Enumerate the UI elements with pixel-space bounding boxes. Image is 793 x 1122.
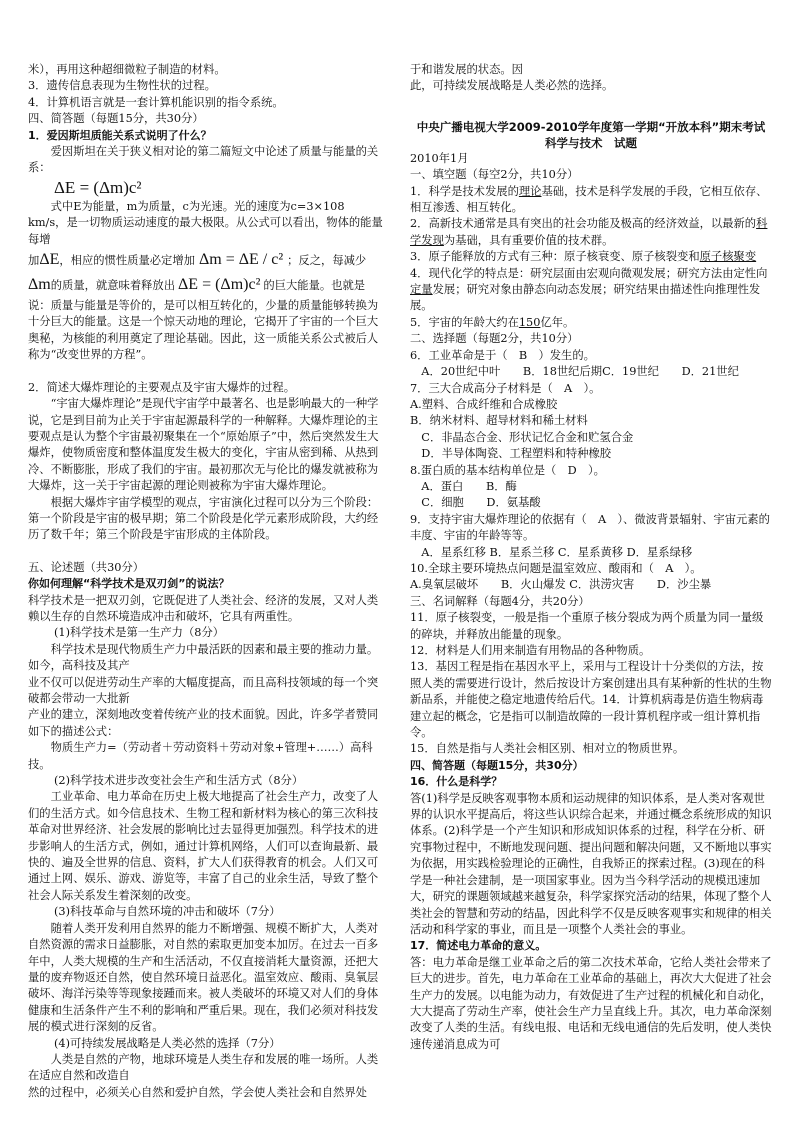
paragraph: 式中E为能量，m为质量，c为光速。光的速度为c=3×108 km/s，是一切物质运动速度的最大极限。从公式可以看出，物体的能量每增: [28, 199, 383, 246]
choice-option: B．纳米材料、超导材料和稀土材料: [410, 414, 588, 428]
paragraph: 然的过程中，必须关心自然和爱护自然，学会使人类社会和自然界处: [28, 1085, 367, 1099]
choice-question: 6．工业革命是于（ B ）发生的。: [410, 348, 595, 362]
paragraph: 物质生产力=（劳动者＋劳动资料＋劳动对象+管理+……）高科技。: [28, 741, 373, 771]
section-heading: 四、简答题（每题15分，共30分）: [28, 112, 204, 126]
answer-paragraph: 答：电力革命是继工业革命之后的第二次技术革命，它给人类社会带来了巨大的进步。首先，电力革命在工业革命的基础上，再次大大促进了社会生产力的发展。以电能为动力，有效促进了生产过程的机械化和自动化，大大提高了劳动生产率，使社会生产力呈直线上升。其次，电力革命深刻改变了人类的生活。有线电报、电话和无线电通信的先后发明，使人类快速传递消息成为可: [410, 955, 772, 1051]
choice-question: 10.全球主要环境热点问题是温室效应、酸雨和（ A ）。: [410, 561, 702, 575]
paragraph: 随着人类开发利用自然界的能力不断增强、规模不断扩大，人类对自然资源的需求日益膨胀，对自然的索取更加变本加厉。在过去一百多年中，人类大规模的生产和生活活动，不仅直接消耗大量资源，还把大量的废弃物返还自然，使自然环境日益恶化。温室效应、酸雨、臭氧层破坏、海洋污染等等现象接踵而来。被人类破坏的环境又对人们的身体健康和生活条件产生不利的影响和严重后果。现在，我们必须对科技发展的模式进行深刻的反省。: [28, 921, 379, 1034]
question-heading: 2．简述大爆炸理论的主要观点及宇宙大爆炸的过程。: [28, 380, 296, 394]
definition: 15．自然是指与人类社会相区别、相对立的物质世界。: [410, 742, 685, 756]
choice-options: A.臭氧层破坏 B．火山爆发 C．洪涝灾害 D．沙尘暴: [410, 578, 712, 592]
sub-heading: (2)科学技术进步改变社会生产和生活方式（8分）: [54, 774, 304, 788]
choice-options: A．星系红移 B．星系兰移 C．星系黄移 D．星系绿移: [410, 545, 693, 559]
text-line: 于和谐发展的状态。因: [410, 63, 523, 76]
choice-option: A．蛋白 B．酶: [410, 479, 517, 493]
section-heading: 三、名词解释（每题4分，共20分）: [410, 594, 590, 608]
choice-question: 7．三大合成高分子材料是（ A ）。: [410, 381, 601, 395]
formula-inline: ΔE: [39, 251, 60, 269]
formula-inline: Δm = ΔE / c²: [198, 251, 284, 269]
question-heading: 17．简述电力革命的意义。: [410, 939, 547, 953]
paragraph: 业不仅可以促进劳动生产率的大幅度提高，而且高科技领域的每一个突破都会带动一大批新: [28, 675, 379, 705]
answer-blank: 150: [518, 315, 541, 329]
question-heading: 你如何理解“科学技术是双刃剑”的说法？: [28, 577, 230, 591]
paragraph: 人类是自然的产物，地球环境是人类生存和发展的唯一场所。人类在适应自然和改造自: [28, 1052, 379, 1083]
answer-paragraph: 答(1)科学是反映客观事物本质和运动规律的知识体系，是人类对客观世界的认识水平提高后，将这些认识综合起来，并通过概念系统形成的知识体系。(2)科学是一个产生知识和形成知识体系的过程，科学在分析、研究事物过程中，不断地发现问题、提出问题和解决问题，又不断地以事实为依据，用实践检验理论的正确性，自我矫正的探索过程。(3)现在的科学是一种社会建制，是一项国家事业。因为当今科学活动的规模迅速加大，研究的课题领域越来越复杂，科学家探究活动的结果，体现了整个人类社会的智慧和劳动的结晶，因此科学不仅是反映客观事实和规律的相关活动和科学家的事业，而且是一项整个人类社会的事业。: [410, 791, 772, 936]
fill-question: 3．原子能释放的方式有三种：原子核衰变、原子核裂变和原子核聚变: [410, 250, 757, 264]
formula: ΔE = (Δm)c²: [54, 177, 142, 197]
choice-option: C．细胞 D．氨基酸: [410, 496, 541, 510]
fill-question: 2．高新技术通常是具有突出的社会功能及极高的经济效益，以最新的科学发现为基础，具有重要价值的技术群。: [410, 217, 768, 247]
right-column: [410, 62, 772, 1053]
paragraph: 说：质量与能量是等价的，是可以相互转化的，少量的质量能够转换为十分巨大的能量。这是一个惊天动地的理论，它揭开了宇宙的一个巨大奥秘，为核能的利用奠定了理论基础。因此，这一质能关系公式被后人称为“改变世界的方程”。: [28, 299, 379, 362]
choice-options: A．20世纪中叶 B．18世纪后期C．19世纪 D．21世纪: [410, 365, 739, 379]
text-line: 此，可持续发展战略是人类必然的选择。: [410, 79, 614, 93]
formula-inline: Δm: [28, 276, 51, 294]
paragraph: 根据大爆炸宇宙学模型的观点，宇宙演化过程可以分为三个阶段：第一个阶段是宇宙的极早期；第二个阶段是化学元素形成阶段，大约经历了数千年；第三个阶段是宇宙形成的主体阶段。: [28, 495, 379, 542]
paragraph: 加ΔE，相应的惯性质量必定增加 Δm = ΔE / c² ；反之，每减少: [28, 251, 367, 269]
choice-option: C．非晶态合金、形状记忆合金和贮氢合金: [410, 430, 634, 444]
sub-heading: (1)科学技术是第一生产力（8分）: [54, 626, 225, 640]
exam-date: 2010年1月: [410, 151, 469, 165]
answer-blank: 科学发现: [410, 217, 768, 247]
paragraph: 工业革命、电力革命在历史上极大地提高了社会生产力，改变了人们的生活方式。如今信息技术、生物工程和新材料为核心的第三次科技革命对世界经济、社会发展的影响比过去显得更加强烈。科学技术的进步影响人的生活方式，例如，通过计算机网络，人们可以查询最新、最快的、遍及全世界的信息、资料，扩大人们获得教育的机会。人们又可通过上网、娱乐、游戏、游览等，丰富了自己的业余生活，导致了整个社会人际关系发生着深刻的改变。: [28, 790, 379, 902]
fill-question: 4．现代化学的特点是：研究层面由宏观向微观发展；研究方法由定性向定量发展；研究对象由静态向动态发展；研究结果由描述性向推理性发展。: [410, 266, 768, 313]
answer-blank: 定量: [410, 283, 433, 297]
text-line: 米），再用这种超细微粒子制造的材料。: [28, 63, 226, 76]
paragraph: 科学技术是一把双刃剑，它既促进了人类社会、经济的发展，又对人类赖以生存的自然环境造成冲击和破坏，它具有两重性。: [28, 593, 379, 623]
exam-subtitle: 科学与技术 试题: [545, 135, 637, 150]
left-column: [28, 62, 386, 1101]
definition: 12．材料是人们用来制造有用物品的各种物质。: [410, 644, 651, 657]
question-heading: 1．爱因斯坦质能关系式说明了什么？: [28, 128, 212, 142]
formula-inline: ΔE = (Δm)c²: [178, 276, 261, 294]
sub-heading: (4)可持续发展战略是人类必然的选择（7分）: [54, 1036, 281, 1050]
section-heading: 五、论述题（共30分）: [28, 560, 145, 574]
text-line: 4．计算机语言就是一套计算机能识别的指令系统。: [28, 95, 284, 109]
exam-title: 中央广播电视大学2009-2010学年度第一学期“开放本科”期末考试: [416, 119, 766, 134]
definition: 11．原子核裂变，一般是指一个重原子核分裂成为两个质量为同一量级的碎块，并释放出能量的现象。: [410, 611, 764, 641]
paragraph: “宇宙大爆炸理论”是现代宇宙学中最著名、也是影响最大的一种学说，它是到目前为止关于宇宙起源最科学的一种解释。大爆炸理论的主要观点是认为整个宇宙最初聚集在一个“原始原子”中，然后突然发生大爆炸，使物质密度和整体温度发生极大的变化，宇宙从密到稀、从热到冷、不断膨胀，形成了我们的宇宙。最初那次无与伦比的爆发就被称为大爆炸，这一关于宇宙起源的理论则被称为宇宙大爆炸理论。: [28, 397, 379, 493]
answer-blank: 原子核聚变: [699, 250, 757, 264]
sub-heading: (3)科技革命与自然环境的冲击和破坏（7分）: [54, 905, 281, 919]
choice-option: A.塑料、合成纤维和合成橡胶: [410, 397, 558, 411]
choice-option: D．半导体陶瓷、工程塑料和特种橡胶: [410, 447, 612, 461]
choice-question: 8.蛋白质的基本结构单位是（ D ）。: [410, 463, 605, 477]
paragraph: Δm的质量，就意味着释放出 ΔE = (Δm)c² 的巨大能量。也就是: [28, 276, 366, 294]
fill-question: 1．科学是技术发展的理论基础，技术是科学发展的手段，它相互依存、相互渗透、相互转化。: [410, 184, 768, 215]
fill-question: 5．宇宙的年龄大约在150亿年。: [410, 315, 575, 329]
choice-question: 9．支持宇宙大爆炸理论的依据有（ A ）、微波背景辐射、宇宙元素的丰度、宇宙的年龄等等。: [410, 512, 770, 543]
answer-blank: 理论: [518, 184, 542, 198]
section-heading: 一、填空题（每空2分，共10分）: [410, 168, 579, 182]
section-heading: 四、简答题（每题15分，共30分）: [410, 758, 584, 772]
question-heading: 16．什么是科学？: [410, 775, 503, 789]
text-line: 3．遗传信息表现为生物性状的过程。: [28, 79, 216, 93]
definition: 13．基因工程是指在基因水平上，采用与工程设计十分类似的方法，按照人类的需要进行设计，然后按设计方案创建出具有某种新的性状的生物新品系，并能使之稳定地遗传给后代。14．计算机病毒是仿造生物病毒建立起的概念，它是指可以制造故障的一段计算机程序或一组计算机指令。: [410, 660, 772, 740]
paragraph: 产业的建立，深刻地改变着传统产业的技术面貌。因此，许多学者赞同如下的描述公式：: [28, 708, 379, 738]
section-heading: 二、选择题（每题2分，共10分）: [410, 332, 579, 346]
paragraph: 爱因斯坦在关于狭义相对论的第二篇短文中论述了质量与能量的关系：: [28, 145, 379, 175]
paragraph: 科学技术是现代物质生产力中最活跃的因素和最主要的推动力量。如今，高科技及其产: [28, 642, 379, 673]
